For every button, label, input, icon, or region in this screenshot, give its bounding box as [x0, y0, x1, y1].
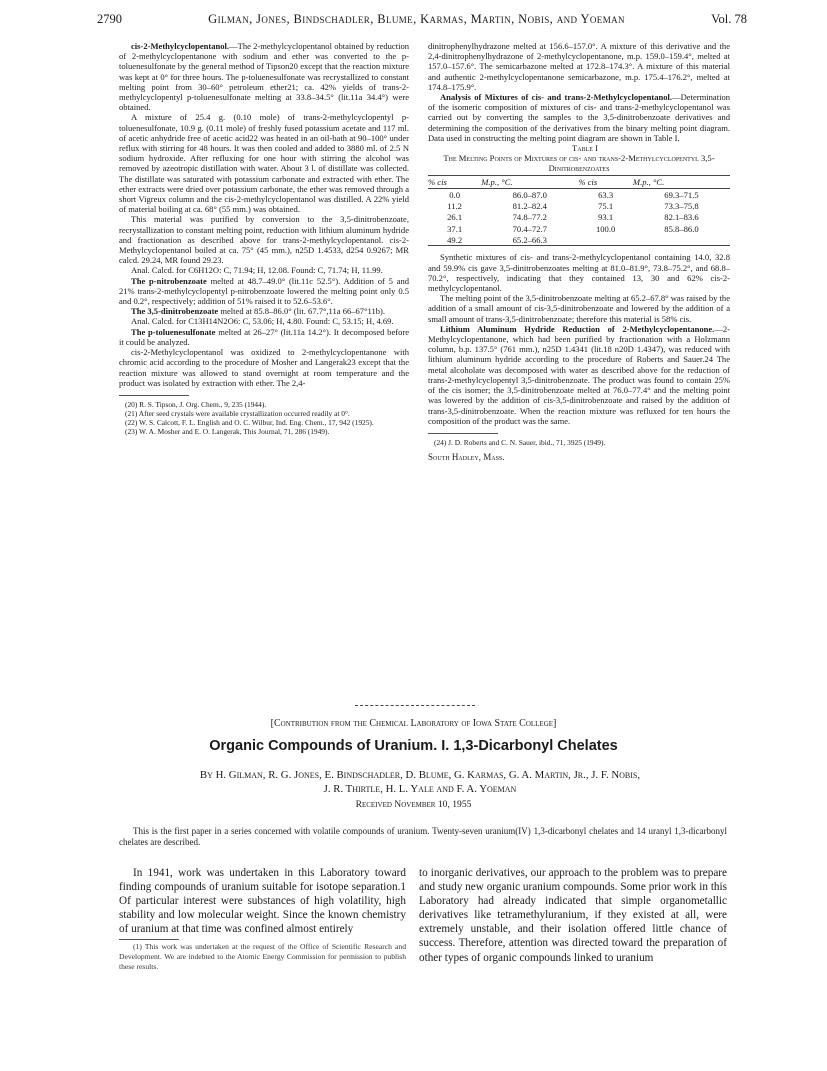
table-cell: 82.1–83.6: [664, 212, 699, 223]
footnote-divider: [119, 395, 189, 396]
paragraph: The p-nitrobenzoate melted at 48.7–49.0° (lit.11c 52.5°). Addition of 5 and 21% trans-2-methylcyclopentyl p-nitrobenzoate lowered the melting point only 0.5 and 0.2°, respectively; addition of 51% raised it to 52.6–53.6°.: [119, 275, 409, 307]
table-cell: 81.2–82.4: [512, 201, 547, 212]
section-heading: The p-nitrobenzoate: [131, 275, 207, 286]
paragraph: The 3,5-dinitrobenzoate melted at 85.8–86.0° (lit. 67.7°,11a 66–67°11b).: [131, 306, 385, 317]
paragraph: Analysis of Mixtures of cis- and trans-2-Methylcyclopentanol.—Determination of the isomeric composition of mixtures of cis- and trans-2-methylcyclopentanol was carried out by converting the samples to the 3,5-dinitrobenzoate derivatives and determining the composition of the derivatives from the binary melting point diagram. Data used in constructing the melting point diagram are shown in Table I.: [428, 92, 730, 143]
table-cell: 100.0: [595, 223, 616, 234]
body-paragraph: to inorganic derivatives, our approach to the problem was to prepare and study new organic uranium compounds. Some prior work in this Laboratory had already indicated that simple organometallic derivatives like tetramethyluranium, if they existed at all, were extremely unstable, and their isolation offered little chance of success. Therefore, attention was directed toward the preparation of other types of organic compounds linked to uranium: [419, 867, 727, 964]
table-cell: [578, 234, 633, 246]
contribution-line: [Contribution from the Chemical Laboratory of Iowa State College]: [270, 718, 557, 729]
table-row: [428, 212, 730, 223]
paragraph: The p-toluenesulfonate melted at 26–27° (lit.11a 14.2°). It decomposed before it could be analyzed.: [119, 326, 409, 347]
column-header: M.p., °C.: [481, 176, 578, 189]
received-date: Received November 10, 1955: [355, 799, 472, 810]
section-heading: The 3,5-dinitrobenzoate: [131, 306, 219, 317]
abstract: This is the first paper in a series concerned with volatile compounds of uranium. Twenty-seven uranium(IV) 1,3-dicarbonyl chelates and 14 uranyl 1,3-dicarbonyl chelates are described.: [119, 826, 727, 847]
footnote: (20) R. S. Tipson, J. Org. Chem., 9, 235 (1944).: [125, 399, 267, 409]
table-cell: 73.3–75.8: [664, 201, 699, 212]
section-heading: The p-toluenesulfonate: [131, 326, 216, 337]
table-header-row: [428, 176, 730, 189]
article-body-left: [119, 866, 406, 971]
table-row: [428, 189, 730, 201]
paragraph: Lithium Aluminum Hydride Reduction of 2-Methylcyclopentanone.—2-Methylcyclopentanone, which had been purified by fractionation with a Holzmann column, b.p. 137.5° (761 mm.), n25D 1.4341 (lit.18 n20D 1.4347), was reduced with lithium aluminum hydride according to the procedure of Roberts and Sauer.24 The metal alcoholate was decomposed with water as described above for the reduction of trans-2-methylcyclopentyl 3,5-dinitrobenzoate. The product was found to contain 25% of the cis isomer; the 3,5-dinitrobenzoate melted at 76.0–77.4° and the melting point was lowered by the addition of cis-3,5-dinitrobenzoate and raised by the addition of trans-3,5-dinitrobenzoate. When the reaction mixture was refluxed for ten hours the composition of the product was the same.: [428, 323, 730, 426]
paragraph: cis-2-Methylcyclopentanol was oxidized to 2-methylcyclopentanone with chromic acid according to the procedure of Mosher and Langerak23 except that the reaction mixture was allowed to stand overnight at room temperature and the product was isolated by extraction with ether. The 2,4-: [119, 347, 409, 388]
column-header: % cis: [428, 176, 481, 189]
paragraph: This material was purified by conversion to the 3,5-dinitrobenzoate, recrystallization to constant melting point, reduction with lithium aluminum hydride and fractionation as described above for trans-2-methylcyclopentanol. cis-2-Methylcyclopentanol boiled at ca. 75° (45 mm.), n25D 1.4533, d254 0.9267; MR calcd. 29.24, MR found 29.23.: [119, 214, 409, 266]
section-heading: Analysis of Mixtures of cis- and trans-2-Methylcyclopentanol.: [440, 92, 673, 103]
table-cell: 11.2: [447, 201, 462, 212]
footnote-divider: [428, 433, 498, 434]
table-cell: 85.8–86.0: [664, 223, 699, 234]
article-separator: [355, 705, 475, 706]
analysis-paragraph: Anal. Calcd. for C6H12O: C, 71.94; H, 12.08. Found: C, 71.74; H, 11.99.: [131, 265, 383, 276]
running-authors: Gilman, Jones, Bindschadler, Blume, Karmas, Martin, Nobis, and Yoeman: [208, 12, 625, 26]
analysis-paragraph: Anal. Calcd. for C13H14N2O6: C, 53.06; H, 4.80. Found: C, 53.15; H, 4.69.: [131, 316, 394, 327]
table-cell: 75.1: [598, 201, 614, 212]
paragraph: cis-2-Methylcyclopentanol.—The 2-methylcyclopentanol obtained by reduction of 2-methylcyclopentanone with sodium and ether was converted to the p-toluenesulfonate by the general method of Tipson20 except that the reaction mixture was kept at 0° for three hours. The p-toluenesulfonate was recrystallized to constant melting point from 30–60° petroleum ether21; ca. 42% yields of trans-2-methylcyclopentyl p-toluenesulfonate melting at 33.8–34.5° (lit.11a 34.4°) were obtained.: [119, 41, 409, 113]
table-label: Table I: [572, 143, 598, 154]
footnote-divider: [119, 939, 179, 940]
table-cell: 37.1: [447, 223, 463, 234]
article-title: Organic Compounds of Uranium. I. 1,3-Dicarbonyl Chelates: [209, 738, 618, 754]
footnote: (21) After seed crystals were available crystallization occurred readily at 0°.: [125, 408, 350, 418]
table-cell: 74.8–77.2: [512, 212, 547, 223]
left-column: [119, 41, 409, 436]
location-line: South Hadley, Mass.: [428, 451, 505, 462]
section-heading: cis-2-Methylcyclopentanol.: [131, 41, 230, 51]
right-column: [428, 41, 730, 462]
byline: [100, 768, 740, 796]
byline-line: By H. Gilman, R. G. Jones, E. Bindschadler, D. Blume, G. Karmas, G. A. Martin, Jr., J. F. Nobis,: [199, 769, 641, 781]
column-header: % cis: [578, 176, 633, 189]
table-cell: 26.1: [447, 212, 463, 223]
table-cell: 93.1: [598, 212, 614, 223]
running-header: [97, 12, 747, 30]
byline-line: J. R. Thirtle, H. L. Yale and F. A. Yoeman: [323, 783, 517, 795]
article-body-right: [419, 866, 727, 965]
table-cell: 63.3: [598, 189, 614, 200]
footnote: (23) W. A. Mosher and E. O. Langerak, This Journal, 71, 286 (1949).: [125, 426, 330, 436]
volume-number: Vol. 78: [711, 12, 747, 26]
footnote: (1) This work was undertaken at the request of the Office of Scientific Research and Development. We are indebted to the Atomic Energy Commission for permission to publish these results.: [119, 942, 406, 971]
paragraph: A mixture of 25.4 g. (0.10 mole) of trans-2-methylcyclopentyl p-toluenesulfonate, 10.9 g. (0.11 mole) of freshly fused potassium acetate and 117 ml. of acetic anhydride free of acetic acid22 was heated in an oil-bath at 90–100° under reflux with stirring for 48 hours. It was then cooled and added to 3880 ml. of 2.5 N sodium hydroxide. After refluxing for one hour with stirring the alcohol was removed by azeotropic distillation with water. About 3 l. of distillate was collected. The distillate was saturated with potassium carbonate and extracted with ether. The ether extracts were dried over potassium carbonate, the ether was removed through a short Vigreux column and the cis-2-methylcyclopentanol was distilled. A 22% yield of material boiling at ca. 68° (55 mm.) was obtained.: [119, 112, 409, 215]
section-heading: Lithium Aluminum Hydride Reduction of 2-Methylcyclopentanone.: [440, 323, 715, 334]
table-cell: 49.2: [428, 234, 481, 246]
table-row: [428, 223, 730, 234]
body-paragraph: In 1941, work was undertaken in this Laboratory toward finding compounds of uranium suitable for isotope separation.1 Of particular interest were substances of high volatility, high stability and low molecular weight. Since the known chemistry of uranium at that time was confined almost entirely: [119, 867, 406, 936]
table-row: [428, 201, 730, 212]
table-cell: 69.3–71.5: [664, 189, 699, 200]
melting-point-table: [428, 175, 730, 246]
column-header: M.p., °C.: [633, 176, 730, 189]
table-cell: 86.0–87.0: [512, 189, 547, 200]
paragraph: The melting point of the 3,5-dinitrobenzoate melting at 65.2–67.8° was raised by the addition of a small amount of cis-3,5-dinitrobenzoate and lowered by the addition of a small amount of trans-3,5-dinitrobenzoate; therefore this material is 58% cis.: [428, 293, 730, 324]
paragraph: dinitrophenylhydrazone melted at 156.6–157.0°. A mixture of this derivative and the 2,4-dinitrophenylhydrazone of 2-methylcyclopentanone, m.p. 159.0–159.4°, melted at 157.0–157.6°. The semicarbazone melted at 172.8–174.3°. A mixture of this material and authentic 2-methylcyclopentanone semicarbazone, m.p. 175.4–176.2°, melted at 174.8–175.9°.: [428, 41, 730, 92]
table-row: [428, 234, 730, 246]
footnote: (22) W. S. Calcott, F. L. English and O. C. Wilbur, Ind. Eng. Chem., 17, 942 (1925).: [125, 417, 374, 427]
page-number: 2790: [97, 12, 122, 26]
footnote: (24) J. D. Roberts and C. N. Sauer, ibid., 71, 3925 (1949).: [434, 437, 606, 447]
table-cell: [633, 234, 730, 246]
table-cell: 0.0: [449, 189, 460, 200]
table-caption: The Melting Points of Mixtures of cis- and trans-2-Methylcyclopentyl 3,5-Dinitrobenzoates: [443, 153, 715, 174]
table-cell: 70.4–72.7: [512, 223, 547, 234]
paragraph: Synthetic mixtures of cis- and trans-2-methylcyclopentanol containing 14.0, 32.8 and 59.9% cis gave 3,5-dinitrobenzoates melting at 81.0–81.9°, 73.8–75.2°, and 68.8–70.2°, respectively, indicating that they contained 13, 30 and 62% cis-2-methylcyclopentanol.: [428, 252, 730, 294]
table-cell: 65.2–66.3: [481, 234, 578, 246]
